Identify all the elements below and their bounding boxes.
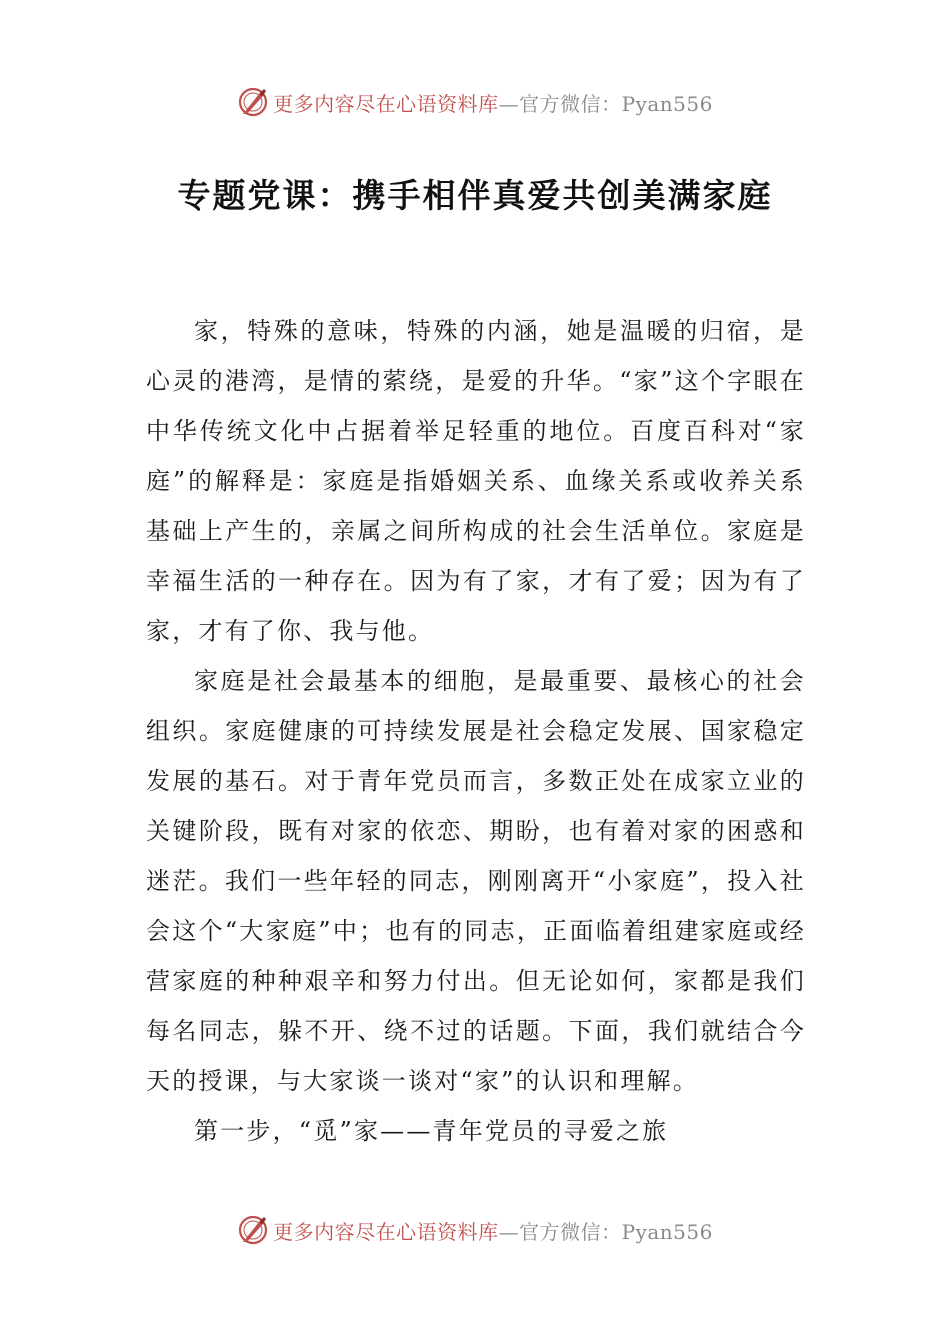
header-banner [0, 82, 950, 122]
banner-text [273, 1216, 713, 1245]
quill-pen-seal-icon [237, 86, 269, 118]
paragraph: 家庭是社会最基本的细胞，是最重要、最核心的社会组织。家庭健康的可持续发展是社会稳定发展、国家稳定发展的基石。对于青年党员而言，多数正处在成家立业的关键阶段，既有对家的依恋、期盼，也有着对家的困惑和迷茫。我们一些年轻的同志，刚刚离开“小家庭”，投入社会这个“大家庭”中；也有的同志，正面临着组建家庭或经营家庭的种种艰辛和努力付出。但无论如何，家都是我们每名同志，躲不开、绕不过的话题。下面，我们就结合今天的授课，与大家谈一谈对“家”的认识和理解。 [146, 667, 806, 1095]
section-heading: 第一步，“觅”家——青年党员的寻爱之旅 [194, 1117, 669, 1145]
banner-prefix: 更多内容尽在心语资料库 [273, 91, 499, 116]
banner-suffix: —官方微信：Pyan556 [498, 91, 713, 116]
paragraph: 家，特殊的意味，特殊的内涵，她是温暖的归宿，是心灵的港湾，是情的萦绕，是爱的升华。“家”这个字眼在中华传统文化中占据着举足轻重的地位。百度百科对“家庭”的解释是：家庭是指婚姻关系、血缘关系或收养关系基础上产生的，亲属之间所构成的社会生活单位。家庭是幸福生活的一种存在。因为有了家，才有了爱；因为有了家，才有了你、我与他。 [146, 317, 806, 645]
document-title: 专题党课：携手相伴真爱共创美满家庭 [177, 176, 773, 215]
document-body [146, 306, 806, 1156]
footer-banner [0, 1210, 950, 1250]
quill-pen-seal-icon [237, 1214, 269, 1246]
banner-suffix: —官方微信：Pyan556 [498, 1219, 713, 1244]
banner-text [273, 88, 713, 117]
banner-prefix: 更多内容尽在心语资料库 [273, 1219, 499, 1244]
